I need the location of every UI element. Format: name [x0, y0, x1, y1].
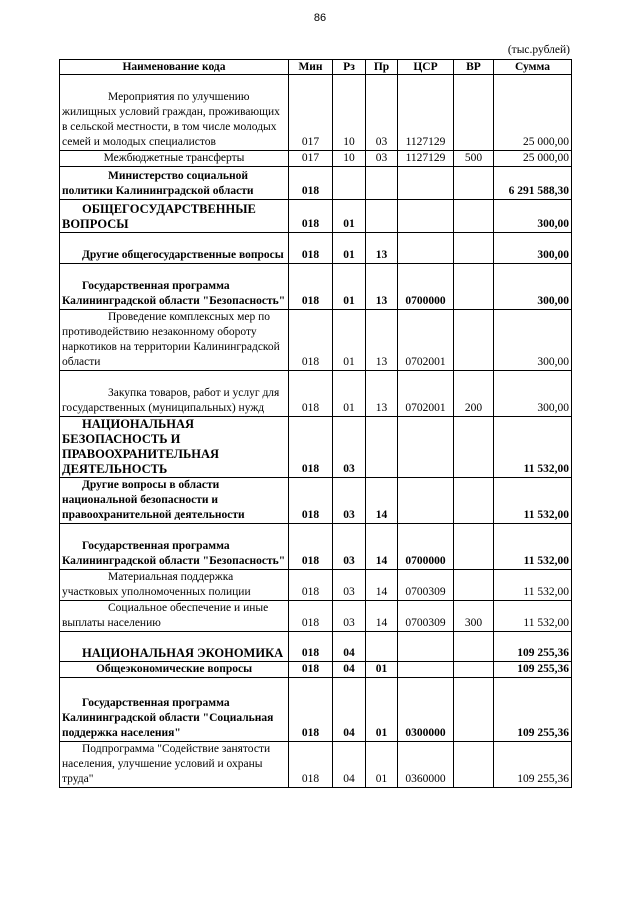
row-rz: 03 — [333, 524, 366, 570]
row-rz: 03 — [333, 570, 366, 601]
table-row — [60, 632, 572, 662]
row-sum: 25 000,00 — [494, 75, 572, 151]
row-rz: 01 — [333, 200, 366, 233]
row-pr — [366, 417, 398, 478]
row-vr — [454, 524, 494, 570]
row-rz: 04 — [333, 662, 366, 678]
row-rz: 03 — [333, 601, 366, 632]
row-csr — [398, 632, 454, 662]
table-row — [60, 417, 572, 478]
row-vr — [454, 742, 494, 788]
row-vr — [454, 264, 494, 310]
row-sum: 109 255,36 — [494, 632, 572, 662]
row-name: Материальная поддержка участковых уполномоченных полиции — [60, 570, 289, 601]
row-rz: 04 — [333, 632, 366, 662]
row-min: 018 — [289, 478, 333, 524]
row-csr: 0702001 — [398, 371, 454, 417]
row-pr: 03 — [366, 75, 398, 151]
row-min: 018 — [289, 678, 333, 742]
row-pr — [366, 632, 398, 662]
table-row — [60, 570, 572, 601]
row-name: НАЦИОНАЛЬНАЯ БЕЗОПАСНОСТЬ И ПРАВООХРАНИТЕЛЬНАЯ ДЕЯТЕЛЬНОСТЬ — [60, 417, 289, 478]
row-name: ОБЩЕГОСУДАРСТВЕННЫЕ ВОПРОСЫ — [60, 200, 289, 233]
header-rz: Рз — [333, 60, 366, 75]
row-csr: 0700309 — [398, 601, 454, 632]
table-row — [60, 264, 572, 310]
table-row — [60, 200, 572, 233]
row-min: 017 — [289, 75, 333, 151]
row-csr: 0700000 — [398, 524, 454, 570]
row-csr: 0700000 — [398, 264, 454, 310]
row-name: Государственная программа Калининградской области "Социальная поддержка населения" — [60, 678, 289, 742]
row-csr — [398, 478, 454, 524]
row-vr — [454, 678, 494, 742]
row-sum: 11 532,00 — [494, 570, 572, 601]
table-row — [60, 167, 572, 200]
row-vr — [454, 200, 494, 233]
row-vr — [454, 662, 494, 678]
row-pr: 13 — [366, 310, 398, 371]
row-sum: 11 532,00 — [494, 417, 572, 478]
row-min: 018 — [289, 167, 333, 200]
table-row — [60, 601, 572, 632]
header-min: Мин — [289, 60, 333, 75]
row-csr — [398, 417, 454, 478]
budget-table — [59, 59, 572, 788]
row-vr — [454, 75, 494, 151]
row-vr: 300 — [454, 601, 494, 632]
row-min: 018 — [289, 310, 333, 371]
table-row — [60, 742, 572, 788]
row-pr: 13 — [366, 233, 398, 264]
row-rz: 04 — [333, 678, 366, 742]
page-number: 86 — [313, 12, 327, 24]
row-min: 018 — [289, 570, 333, 601]
row-sum: 11 532,00 — [494, 601, 572, 632]
row-name: Межбюджетные трансферты — [60, 151, 289, 167]
table-row — [60, 151, 572, 167]
table-row — [60, 662, 572, 678]
row-rz — [333, 167, 366, 200]
row-min: 018 — [289, 524, 333, 570]
row-vr — [454, 570, 494, 601]
row-name: Другие вопросы в области национальной безопасности и правоохранительной деятельности — [60, 478, 289, 524]
row-vr — [454, 632, 494, 662]
row-name: Закупка товаров, работ и услуг для государственных (муниципальных) нужд — [60, 371, 289, 417]
table-row — [60, 524, 572, 570]
row-sum: 300,00 — [494, 371, 572, 417]
row-name: Подпрограмма "Содействие занятости населения, улучшение условий и охраны труда" — [60, 742, 289, 788]
row-pr: 13 — [366, 264, 398, 310]
row-min: 017 — [289, 151, 333, 167]
row-sum: 300,00 — [494, 233, 572, 264]
table-row — [60, 75, 572, 151]
row-vr — [454, 233, 494, 264]
row-csr: 0702001 — [398, 310, 454, 371]
row-pr: 01 — [366, 662, 398, 678]
row-vr: 500 — [454, 151, 494, 167]
table-row — [60, 478, 572, 524]
row-vr — [454, 478, 494, 524]
row-pr — [366, 167, 398, 200]
row-vr — [454, 167, 494, 200]
row-name: Общеэкономические вопросы — [60, 662, 289, 678]
row-vr — [454, 417, 494, 478]
row-sum: 6 291 588,30 — [494, 167, 572, 200]
row-sum: 300,00 — [494, 200, 572, 233]
row-name: НАЦИОНАЛЬНАЯ ЭКОНОМИКА — [60, 632, 289, 662]
row-pr: 14 — [366, 478, 398, 524]
row-min: 018 — [289, 601, 333, 632]
row-rz: 01 — [333, 371, 366, 417]
table-row — [60, 310, 572, 371]
row-csr — [398, 167, 454, 200]
row-vr: 200 — [454, 371, 494, 417]
row-csr: 0300000 — [398, 678, 454, 742]
row-rz: 04 — [333, 742, 366, 788]
row-name: Государственная программа Калининградской области "Безопасность" — [60, 264, 289, 310]
row-min: 018 — [289, 233, 333, 264]
table-row — [60, 678, 572, 742]
table-row — [60, 371, 572, 417]
row-csr — [398, 200, 454, 233]
row-rz: 10 — [333, 151, 366, 167]
row-rz: 03 — [333, 417, 366, 478]
row-sum: 25 000,00 — [494, 151, 572, 167]
row-pr: 14 — [366, 524, 398, 570]
unit-note: (тыс.рублей) — [507, 44, 570, 56]
table-header-row — [60, 60, 572, 75]
header-name: Наименование кода — [60, 60, 289, 75]
row-vr — [454, 310, 494, 371]
row-sum: 109 255,36 — [494, 678, 572, 742]
header-csr: ЦСР — [398, 60, 454, 75]
row-rz: 01 — [333, 233, 366, 264]
row-min: 018 — [289, 200, 333, 233]
header-vr: ВР — [454, 60, 494, 75]
row-min: 018 — [289, 742, 333, 788]
row-min: 018 — [289, 371, 333, 417]
row-name: Проведение комплексных мер по противодействию незаконному обороту наркотиков на территории Калининградской области — [60, 310, 289, 371]
row-pr: 13 — [366, 371, 398, 417]
row-csr — [398, 233, 454, 264]
row-rz: 01 — [333, 310, 366, 371]
table-row — [60, 233, 572, 264]
row-min: 018 — [289, 417, 333, 478]
row-csr: 0700309 — [398, 570, 454, 601]
row-name: Министерство социальной политики Калининградской области — [60, 167, 289, 200]
row-name: Социальное обеспечение и иные выплаты населению — [60, 601, 289, 632]
row-sum: 11 532,00 — [494, 524, 572, 570]
row-name: Другие общегосударственные вопросы — [60, 233, 289, 264]
header-sum: Сумма — [494, 60, 572, 75]
row-min: 018 — [289, 632, 333, 662]
row-min: 018 — [289, 264, 333, 310]
row-name: Мероприятия по улучшению жилищных условий граждан, проживающих в сельской местности, в том числе молодых семей и молодых специалистов — [60, 75, 289, 151]
row-pr: 01 — [366, 742, 398, 788]
row-pr: 14 — [366, 601, 398, 632]
row-sum: 109 255,36 — [494, 662, 572, 678]
row-sum: 300,00 — [494, 264, 572, 310]
row-csr: 0360000 — [398, 742, 454, 788]
row-pr: 14 — [366, 570, 398, 601]
row-sum: 109 255,36 — [494, 742, 572, 788]
row-csr: 1127129 — [398, 75, 454, 151]
row-sum: 300,00 — [494, 310, 572, 371]
row-csr: 1127129 — [398, 151, 454, 167]
header-pr: Пр — [366, 60, 398, 75]
row-csr — [398, 662, 454, 678]
row-pr — [366, 200, 398, 233]
row-sum: 11 532,00 — [494, 478, 572, 524]
row-pr: 03 — [366, 151, 398, 167]
row-rz: 10 — [333, 75, 366, 151]
row-rz: 03 — [333, 478, 366, 524]
row-pr: 01 — [366, 678, 398, 742]
row-rz: 01 — [333, 264, 366, 310]
row-name: Государственная программа Калининградской области "Безопасность" — [60, 524, 289, 570]
row-min: 018 — [289, 662, 333, 678]
